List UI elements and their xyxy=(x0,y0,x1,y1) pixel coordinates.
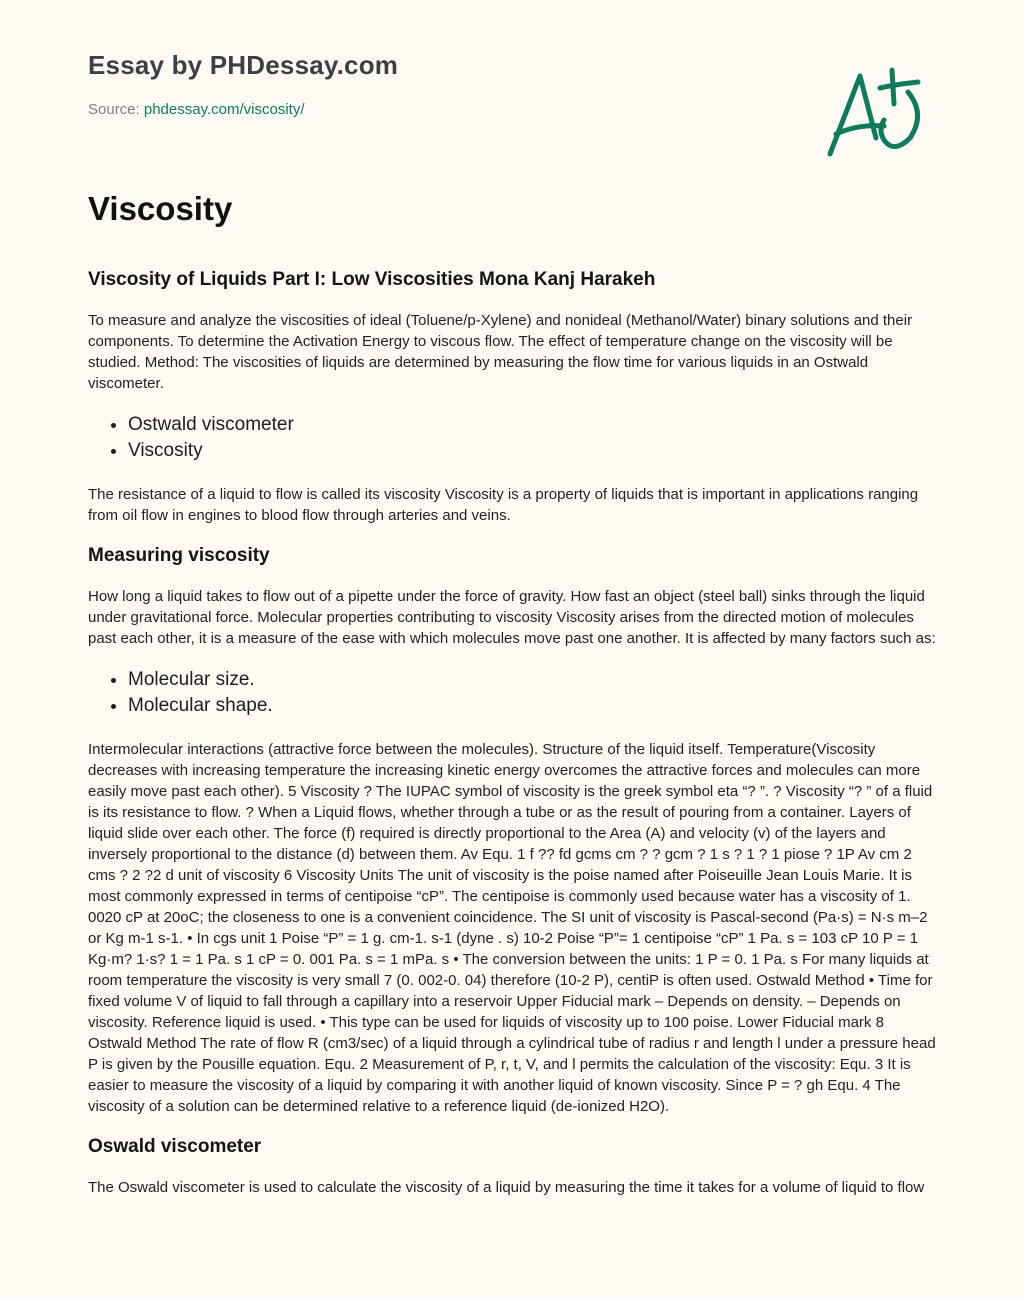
bullet-list xyxy=(88,667,938,719)
source-link[interactable]: phdessay.com/viscosity/ xyxy=(143,101,305,118)
source-label: Source: xyxy=(88,101,144,118)
paragraph: The resistance of a liquid to flow is called its viscosity Viscosity is a property of liquids that is important in applications ranging from oil flow in engines to blood flow through arteries and veins. xyxy=(88,486,919,524)
section-heading: Measuring viscosity xyxy=(88,545,270,566)
site-brand-title: Essay by PHDessay.com xyxy=(88,50,399,80)
list-item: • Molecular shape. xyxy=(128,693,938,719)
section-oswald-viscometer xyxy=(88,1135,938,1198)
paragraph: Intermolecular interactions (attractive force between the molecules). Structure of the liquid itself. Temperature(Viscosity decreases with increasing temperature the increasing kinetic energy overcomes the attractive forces and molecules can more easily move past each other). 5 Viscosity ? The IUPAC symbol of viscosity is the greek symbol eta “? ”. ? Viscosity “? ” of a fluid is its resistance to flow. ? When a Liquid flows, whether through a tube or as the result of pouring from a container. Layers of liquid slide over each other. The force (f) required is directly proportional to the Area (A) and velocity (v) of the layers and inversely proportional to the distance (d) between them. Av Equ. 1 f ?? fd gcms cm ? ? gcm ? 1 s ? 1 ? 1 piose ? 1P Av cm 2 cms ? 2 ?2 d unit of viscosity 6 Viscosity Units The unit of viscosity is the poise named after Poiseuille Jean Louis Marie. It is most commonly expressed in terms of centipoise “cP”. The centipoise is commonly used because water has a viscosity of 1. 0020 cP at 20oC; the closeness to one is a convenient coincidence. The SI unit of viscosity is Pascal-second (Pa·s) = N·s m–2 or Kg m-1 s-1. • In cgs unit 1 Poise “P” = 1 g. cm-1. s-1 (dyne . s) 10-2 Poise “P”= 1 centipoise “cP” 1 Pa. s = 103 cP 10 P = 1 Kg·m? 1·s? 1 = 1 Pa. s 1 cP = 0. 001 Pa. s = 1 mPa. s • The conversion between the units: 1 P = 0. 1 Pa. s For many liquids at room temperature the viscosity is very small 7 (0. 002-0. 04) therefore (10-2 P), centiP is often used. Ostwald Method • Time for fixed volume V of liquid to fall through a capillary into a reservoir Upper Fiducial mark – Depends on density. – Depends on viscosity. Reference liquid is used. • This type can be used for liquids of viscosity up to 100 poise. Lower Fiducial mark 8 Ostwald Method The rate of flow R (cm3/sec) of a liquid through a cylindrical tube of radius r and length l under a pressure head P is given by the Pousille equation. Equ. 2 Measurement of P, r, t, V, and l permits the calculation of the viscosity: Equ. 3 It is easier to measure the viscosity of a liquid by comparing it with another liquid of known viscosity. Since P = ? gh Equ. 4 The viscosity of a solution can be determined relative to a reference liquid (de-ionized H2O). xyxy=(88,741,936,1115)
section-heading: Viscosity of Liquids Part I: Low Viscosities Mona Kanj Harakeh xyxy=(88,269,656,290)
a-plus-grade-icon xyxy=(822,62,932,162)
list-item: • Molecular size. xyxy=(128,667,938,693)
section-heading: Oswald viscometer xyxy=(88,1136,262,1157)
section-measuring-viscosity xyxy=(88,544,938,1117)
list-item: • Viscosity xyxy=(128,438,938,464)
paragraph-cut-off: The Oswald viscometer is used to calculate the viscosity of a liquid by measuring the time it takes for a volume of liquid to flow xyxy=(88,1179,925,1196)
bullet-list xyxy=(88,412,938,464)
document-body xyxy=(88,268,938,1198)
document-title: Viscosity xyxy=(88,190,233,227)
section-viscosity-of-liquids xyxy=(88,268,938,526)
paragraph: How long a liquid takes to flow out of a pipette under the force of gravity. How fast an object (steel ball) sinks through the liquid under gravitational force. Molecular properties contributing to viscosity Viscosity arises from the directed motion of molecules past each other, it is a measure of the ease with which molecules move past one another. It is affected by many factors such as: xyxy=(88,588,936,647)
source-line xyxy=(88,101,305,118)
list-item: • Ostwald viscometer xyxy=(128,412,938,438)
paragraph: To measure and analyze the viscosities of ideal (Toluene/p-Xylene) and nonideal (Methanol/Water) binary solutions and their components. To determine the Activation Energy to viscous flow. The effect of temperature change on the viscosity will be studied. Method: The viscosities of liquids are determined by measuring the flow time for various liquids in an Ostwald viscometer. xyxy=(88,312,913,392)
